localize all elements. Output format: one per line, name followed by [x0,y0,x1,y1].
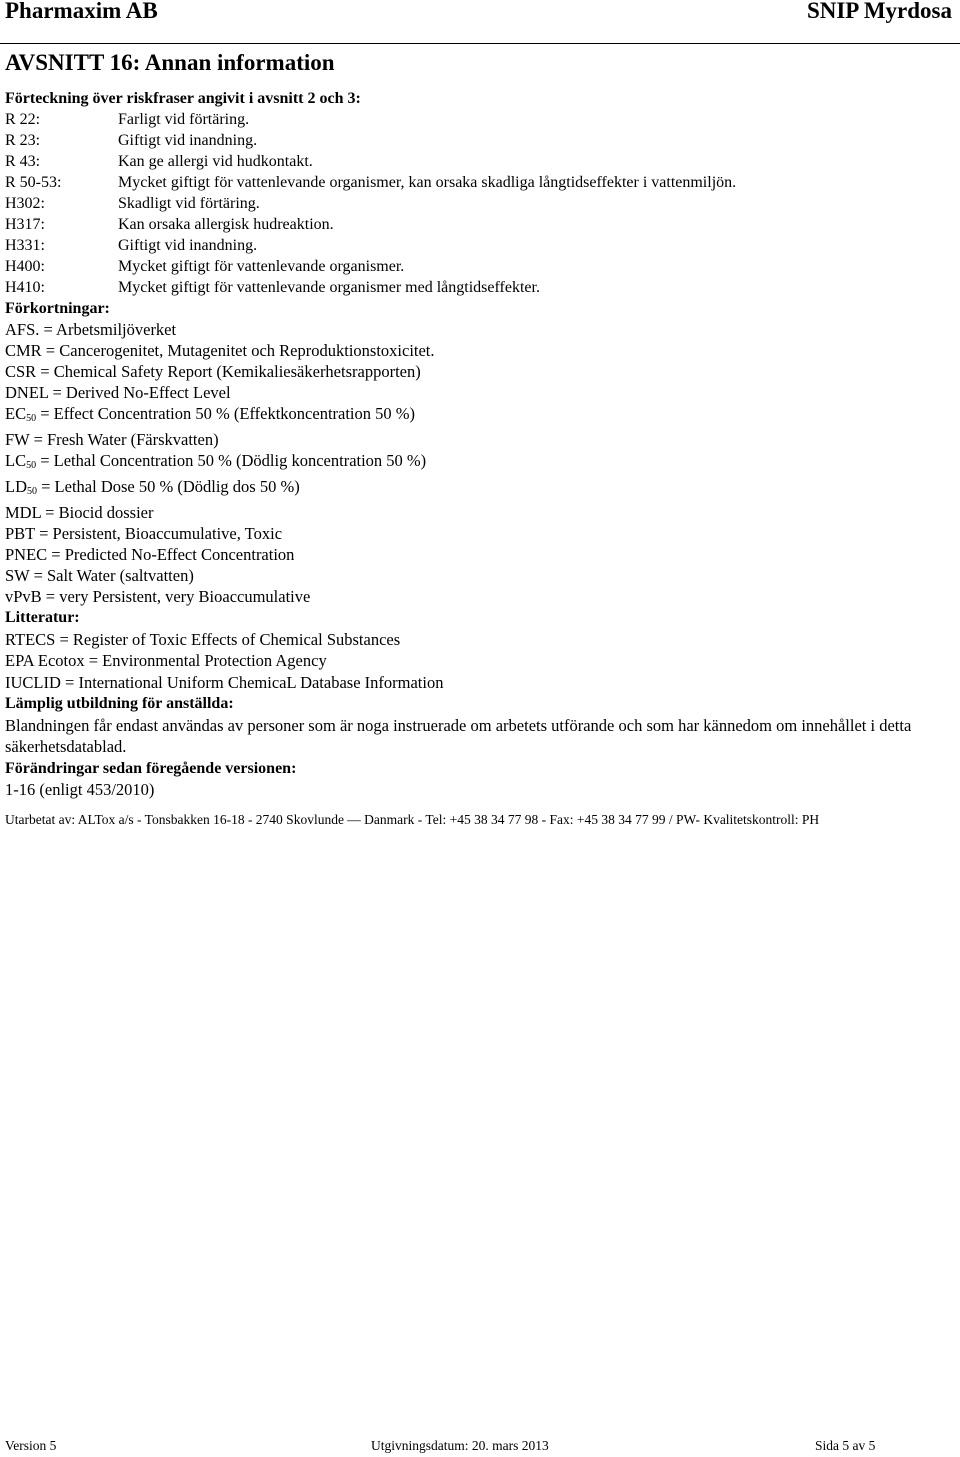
risk-phrase-row [5,193,950,214]
phrase-text: Giftigt vid inandning. [118,132,258,149]
literature-list [5,629,950,694]
risk-phrase-row [5,151,950,172]
phrase-text: Mycket giftigt för vattenlevande organismer med långtidseffekter. [118,279,540,296]
risk-phrase-list [5,109,950,298]
page-header [0,0,960,30]
risk-phrase-row [5,235,950,256]
abbr-cmr: CMR = Cancerogenitet, Mutagenitet och Reproduktionstoxicitet. [5,341,435,360]
phrase-code: R 43: [5,153,41,170]
phrase-code: H302: [5,195,45,212]
phrase-code: R 22: [5,111,41,128]
abbr-pnec: PNEC = Predicted No-Effect Concentration [5,545,295,564]
training-heading: Lämplig utbildning för anställda: [5,695,234,712]
abbr-fw: FW = Fresh Water (Färskvatten) [5,430,219,449]
abbreviation-list [5,319,950,607]
prepared-by: Utarbetat av: ALTox a/s - Tonsbakken 16-18 - 2740 Skovlunde — Danmark - Tel: +45 38 34 77 98 - Fax: +45 38 34 77 99 / PW- Kvalitetskontroll: PH [5,812,820,827]
risk-phrase-row [5,214,950,235]
abbr-vpvb: vPvB = very Persistent, very Bioaccumulative [5,587,311,606]
risk-phrase-row [5,109,950,130]
risk-phrase-row [5,256,950,277]
abbr-subscript: 50 [26,460,37,471]
abbr-ec50 [5,403,950,429]
risk-phrase-row [5,172,950,193]
page-number: Sida 5 av 5 [815,1438,876,1453]
changes-heading: Förändringar sedan föregående versionen: [5,759,297,777]
phrase-text: Giftigt vid inandning. [118,237,258,254]
abbr-sw: SW = Salt Water (saltvatten) [5,566,194,585]
abbreviations-heading: Förkortningar: [5,300,110,317]
section-title: AVSNITT 16: Annan information [5,50,335,75]
section-content [5,88,950,801]
phrase-text: Mycket giftigt för vattenlevande organismer, kan orsaka skadliga långtidseffekter i vattenmiljön. [118,174,737,191]
risk-phrase-row [5,130,950,151]
literature-item: IUCLID = International Uniform ChemicaL Database Information [5,672,444,692]
literature-item: EPA Ecotox = Environmental Protection Agency [5,651,327,670]
phrase-code: H410: [5,279,45,296]
version: Version 5 [5,1438,57,1453]
abbr-term: EC [5,404,27,423]
phrase-code: H400: [5,258,45,275]
phrase-code: H317: [5,216,45,233]
training-text: Blandningen får endast användas av personer som är noga instruerade om arbetets utförande och som har kännedom om innehållet i detta säkerhetsdatablad. [5,715,912,756]
phrase-text: Farligt vid förtäring. [118,111,250,128]
abbr-lc50 [5,450,950,476]
phrase-code: H331: [5,237,45,254]
abbr-dnel: DNEL = Derived No-Effect Level [5,383,231,402]
abbr-term: LC [5,451,27,470]
product-name: SNIP Myrdosa [806,0,952,23]
changes-text: 1-16 (enligt 453/2010) [5,780,155,799]
literature-item: RTECS = Register of Toxic Effects of Chemical Substances [5,629,401,649]
abbr-term: LD [5,477,27,496]
abbr-csr: CSR = Chemical Safety Report (Kemikaliesäkerhetsrapporten) [5,362,421,381]
phrase-code: R 23: [5,132,41,149]
literature-heading: Litteratur: [5,609,80,626]
abbr-subscript: 50 [26,413,37,424]
issue-date: Utgivningsdatum: 20. mars 2013 [371,1438,549,1453]
phrase-text: Kan orsaka allergisk hudreaktion. [118,216,334,233]
company-name: Pharmaxim AB [5,0,158,23]
abbr-afs: AFS. = Arbetsmiljöverket [5,320,177,339]
abbr-pbt: PBT = Persistent, Bioaccumulative, Toxic [5,524,283,543]
abbr-mdl: MDL = Biocid dossier [5,503,154,522]
risk-phrases-heading: Förteckning över riskfraser angivit i avsnitt 2 och 3: [5,90,361,107]
risk-phrase-row [5,277,950,298]
abbr-subscript: 50 [27,486,37,497]
abbr-ld50 [5,476,950,502]
phrase-text: Skadligt vid förtäring. [118,195,260,212]
abbr-definition: = Lethal Dose 50 % (Dödlig dos 50 %) [37,477,300,496]
phrase-text: Kan ge allergi vid hudkontakt. [118,153,313,170]
phrase-code: R 50-53: [5,174,62,191]
phrase-text: Mycket giftigt för vattenlevande organismer. [118,258,405,275]
header-divider [0,43,960,44]
abbr-definition: = Lethal Concentration 50 % (Dödlig koncentration 50 %) [36,451,427,470]
abbr-definition: = Effect Concentration 50 % (Effektkoncentration 50 %) [36,404,415,423]
